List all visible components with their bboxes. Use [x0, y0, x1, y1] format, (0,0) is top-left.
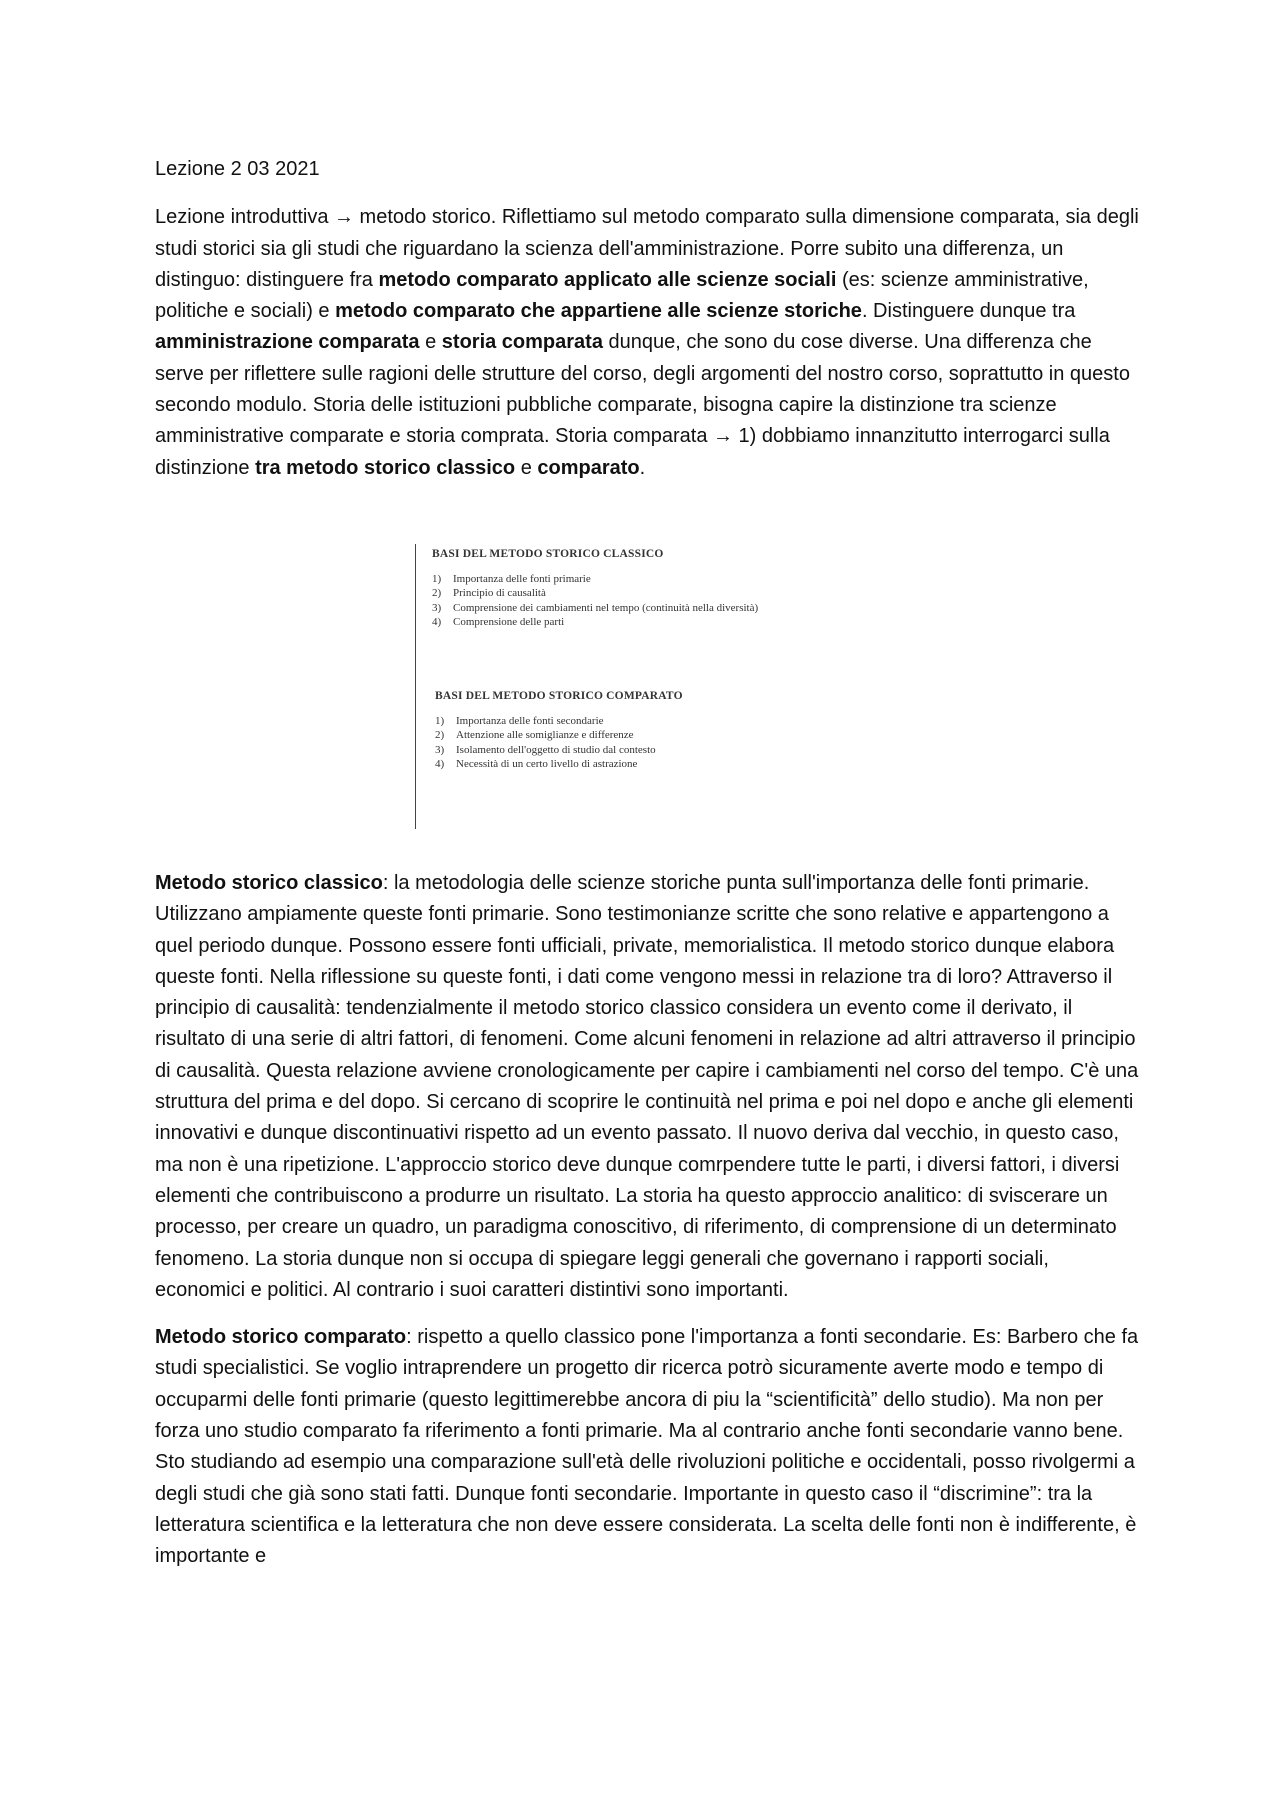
figure-item-number: 3) — [435, 743, 445, 756]
figure-item-number: 4) — [435, 758, 445, 771]
figure-list-item — [432, 572, 832, 587]
figure-item-number: 2) — [435, 729, 445, 742]
text-run: Lezione introduttiva → metodo storico. Riflettiamo sul metodo comparato sulla dimensione comparata, sia degli studi storici sia gli studi che riguardano la scienza dell'amministrazione. Porre subito una differenza, un distinguo: distinguere fra — [155, 206, 1139, 291]
bold-text-run: Metodo storico comparato — [155, 1326, 407, 1349]
figure-item-text: Comprensione dei cambiamenti nel tempo (continuità nella diversità) — [453, 601, 759, 614]
figure-list-item — [435, 728, 835, 743]
figure-item-text: Attenzione alle somiglianze e differenze — [456, 729, 634, 742]
text-run: (es: scienze amministrative, politiche e sociali) e — [155, 268, 1089, 323]
comparative-method-paragraph — [155, 1322, 1140, 1572]
classic-method-paragraph — [155, 868, 1140, 1306]
classic-method-heading: BASI DEL METODO STORICO CLASSICO — [432, 547, 664, 560]
figure-item-text: Importanza delle fonti primarie — [453, 572, 591, 585]
bold-text-run: comparato — [537, 456, 640, 479]
bold-text-run: Metodo storico classico — [155, 871, 383, 894]
comparative-method-box — [435, 689, 835, 772]
comparative-method-heading: BASI DEL METODO STORICO COMPARATO — [435, 689, 683, 702]
figure-list-item — [435, 757, 835, 772]
intro-paragraph — [155, 202, 1140, 484]
figure-list-item — [432, 586, 832, 601]
figure-item-number: 3) — [432, 601, 442, 614]
figure-list-item — [435, 743, 835, 758]
figure-item-number: 2) — [432, 587, 442, 600]
bold-text-run: metodo comparato applicato alle scienze sociali — [378, 268, 837, 291]
classic-method-list — [432, 572, 832, 630]
comparative-method-list — [435, 714, 835, 772]
text-run: : la metodologia delle scienze storiche punta sull'importanza delle fonti primarie. Utilizzano ampiamente queste fonti primarie. Sono testimonianze scritte che sono relative e appartengono a quel periodo dunque. Possono essere fonti ufficiali, private, memorialistica. Il metodo storico dunque elabora queste fonti. Nella riflessione su queste fonti, i dati come vengono messi in relazione tra di loro? Attraverso il principio di causalità: tendenzialmente il metodo storico classico considera un evento come il derivato, il risultato di una serie di altri fattori, di fenomeni. Come alcuni fenomeni in relazione ad altri attraverso il principio di causalità. Questa relazione avviene cronologicamente per capire i cambiamenti nel corso del tempo. C'è una struttura del prima e del dopo. Si cercano di scoprire le continuità nel prima e poi nel dopo e anche gli elementi innovativi e dunque discontinuativi rispetto ad un evento passato. Il nuovo deriva dal vecchio, in questo caso, ma non è una ripetizione. L'approccio storico deve dunque comrpendere tutte le parti, i diversi fattori, i diversi elementi che contribuiscono a produrre un risultato. La storia ha questo approccio analitico: di sviscerare un processo, per creare un quadro, un paradigma conoscitivo, di riferimento, di comprensione di un determinato fenomeno. La storia dunque non si occupa di spiegare leggi generali che governano i rapporti sociali, economici e politici. Al contrario i suoi caratteri distintivi sono importanti. — [155, 871, 1139, 1301]
figure-list-item — [432, 615, 832, 630]
text-run: : rispetto a quello classico pone l'importanza a fonti secondarie. Es: Barbero che fa studi specialistici. Se voglio intraprendere un progetto dir ricerca potrò sicuramente averte modo e tempo di occuparmi delle fonti primarie (questo legittimerebbe ancora di piu la “scientificità” dello studio). Ma non per forza uno studio comparato fa riferimento a fonti primarie. Ma al contrario anche fonti secondarie vanno bene. Sto studiando ad esempio una comparazione sull'età delle rivoluzioni politiche e occidentali, posso rivolgermi a degli studi che già sono stati fatti. Dunque fonti secondarie. Importante in questo caso il “discrimine”: tra la letteratura scientifica e la letteratura che non deve essere considerata. La scelta delle fonti non è indifferente, è importante e — [155, 1326, 1139, 1568]
figure-item-text: Isolamento dell'oggetto di studio dal contesto — [456, 743, 656, 756]
figure-item-number: 1) — [435, 714, 445, 727]
figure-item-text: Importanza delle fonti secondarie — [456, 714, 604, 727]
figure-item-text: Comprensione delle parti — [453, 616, 565, 629]
lesson-date: Lezione 2 03 2021 — [155, 158, 320, 180]
figure-list-item — [435, 714, 835, 729]
text-run: dunque, che sono du cose diverse. Una differenza che serve per riflettere sulle ragioni delle strutture del corso, degli argomenti del nostro corso, soprattutto in questo secondo modulo. Storia delle istituzioni pubbliche comparate, bisogna capire la distinzione tra scienze amministrative comparate e storia comprata. Storia comparata → 1) dobbiamo innanzitutto interrogarci sulla distinzione — [155, 331, 1130, 479]
figure-list-item — [432, 601, 832, 616]
figure-item-text: Principio di causalità — [453, 587, 546, 600]
text-run: . Distinguere dunque tra — [861, 300, 1076, 323]
text-run: e — [419, 331, 442, 354]
classic-method-box — [432, 547, 832, 630]
bold-text-run: metodo comparato che appartiene alle scienze storiche — [335, 300, 862, 323]
method-comparison-figure — [415, 544, 836, 829]
figure-item-text: Necessità di un certo livello di astrazione — [456, 758, 638, 771]
bold-text-run: amministrazione comparata — [155, 331, 420, 354]
text-run: . — [639, 456, 646, 479]
bold-text-run: storia comparata — [441, 331, 603, 354]
text-run: e — [515, 456, 538, 479]
document-page — [155, 154, 1140, 1589]
bold-text-run: tra metodo storico classico — [255, 456, 516, 479]
figure-item-number: 1) — [432, 572, 442, 585]
figure-item-number: 4) — [432, 616, 442, 629]
